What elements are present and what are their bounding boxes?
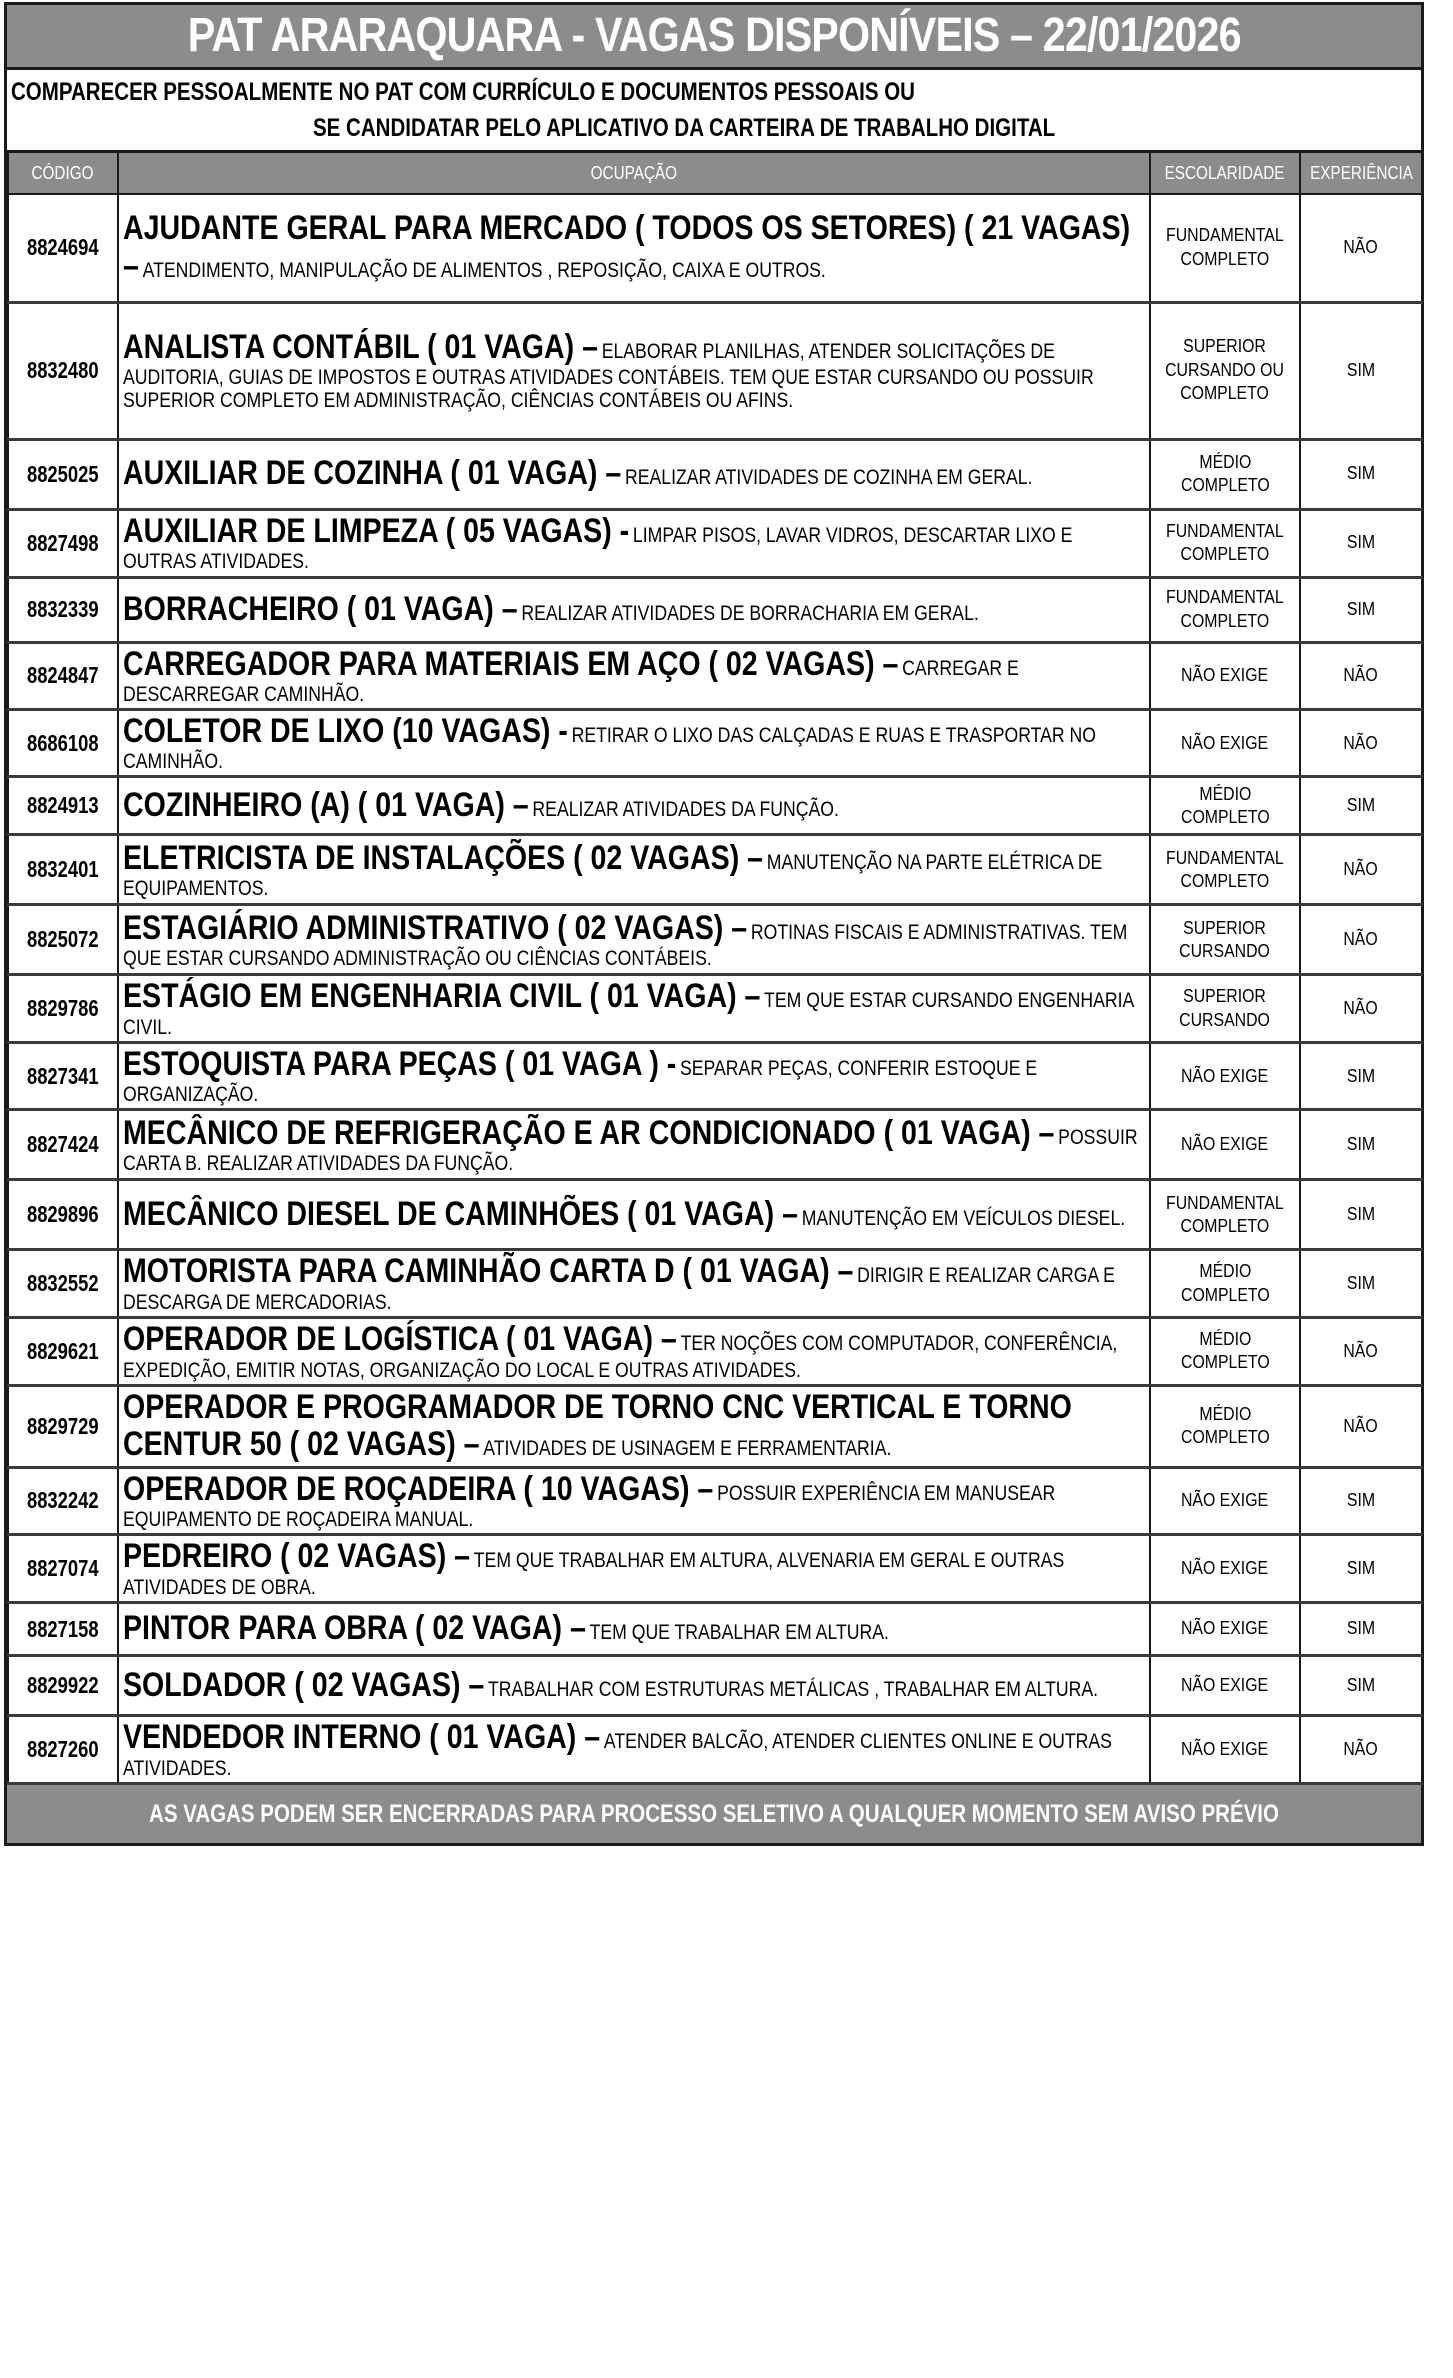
experience-cell bbox=[1300, 1716, 1422, 1784]
table-row bbox=[8, 194, 1422, 302]
job-code-cell bbox=[8, 1656, 118, 1716]
job-description: RETIRAR O LIXO DAS CALÇADAS E RUAS E TRASPORTAR NO CAMINHÃO. bbox=[123, 723, 1097, 774]
occupation-cell bbox=[118, 1603, 1150, 1656]
notice-line-2: SE CANDIDATAR PELO APLICATIVO DA CARTEIRA DE TRABALHO DIGITAL bbox=[313, 114, 1056, 142]
job-title: VENDEDOR INTERNO ( 01 VAGA) – bbox=[123, 1718, 601, 1757]
job-title: SOLDADOR ( 02 VAGAS) – bbox=[123, 1665, 485, 1704]
job-title: PEDREIRO ( 02 VAGAS) – bbox=[123, 1537, 471, 1576]
education-requirement: NÃO EXIGE bbox=[1181, 665, 1269, 686]
experience-requirement: NÃO bbox=[1343, 1738, 1379, 1759]
job-code: 8827341 bbox=[27, 1062, 99, 1089]
job-description: MANUTENÇÃO NA PARTE ELÉTRICA DE EQUIPAMENTOS. bbox=[123, 850, 1103, 901]
education-requirement: SUPERIOR CURSANDO OU COMPLETO bbox=[1165, 336, 1285, 404]
table-header-row bbox=[8, 153, 1422, 194]
table-row bbox=[8, 1317, 1422, 1385]
education-cell bbox=[1150, 1535, 1300, 1603]
occupation-cell bbox=[118, 1042, 1150, 1109]
occupation-text bbox=[123, 455, 1145, 492]
job-title: AUXILIAR DE COZINHA ( 01 VAGA) – bbox=[123, 454, 622, 493]
table-row bbox=[8, 1385, 1422, 1467]
occupation-text bbox=[123, 713, 1145, 773]
job-code-cell bbox=[8, 1467, 118, 1534]
occupation-cell bbox=[118, 194, 1150, 302]
education-requirement: FUNDAMENTAL COMPLETO bbox=[1166, 847, 1284, 891]
table-row bbox=[8, 1110, 1422, 1180]
job-description: TRABALHAR COM ESTRUTURAS METÁLICAS , TRABALHAR EM ALTURA. bbox=[488, 1677, 1099, 1701]
job-title: MECÂNICO DE REFRIGERAÇÃO E AR CONDICIONADO ( 01 VAGA) – bbox=[123, 1113, 1055, 1152]
occupation-cell bbox=[118, 975, 1150, 1042]
occupation-text bbox=[123, 1253, 1145, 1313]
experience-cell bbox=[1300, 509, 1422, 577]
occupation-cell bbox=[118, 835, 1150, 905]
job-code: 8827158 bbox=[27, 1615, 99, 1642]
experience-cell bbox=[1300, 642, 1422, 709]
table-row bbox=[8, 509, 1422, 577]
experience-cell bbox=[1300, 905, 1422, 975]
occupation-cell bbox=[118, 302, 1150, 439]
education-cell bbox=[1150, 835, 1300, 905]
job-description: REALIZAR ATIVIDADES DA FUNÇÃO. bbox=[532, 798, 839, 822]
job-title: MOTORISTA PARA CAMINHÃO CARTA D ( 01 VAGA) – bbox=[123, 1252, 854, 1291]
occupation-text bbox=[123, 1719, 1145, 1779]
experience-requirement: NÃO bbox=[1343, 732, 1379, 753]
job-code-cell bbox=[8, 1042, 118, 1109]
education-requirement: NÃO EXIGE bbox=[1181, 1618, 1269, 1639]
job-code-cell bbox=[8, 1250, 118, 1317]
education-cell bbox=[1150, 642, 1300, 709]
experience-requirement: SIM bbox=[1346, 359, 1376, 380]
occupation-cell bbox=[118, 642, 1150, 709]
job-code-cell bbox=[8, 975, 118, 1042]
job-description: ELABORAR PLANILHAS, ATENDER SOLICITAÇÕES DE AUDITORIA, GUIAS DE IMPOSTOS E OUTRAS ATIVIDADES CONTÁBEIS. TEM QUE ESTAR CURSANDO OU POSSUIR SUPERIOR COMPLETO EM ADMINISTRAÇÃO, CIÊNCIAS CONTÁBEIS OU AFINS. bbox=[123, 339, 1094, 413]
job-description: ATIVIDADES DE USINAGEM E FERRAMENTARIA. bbox=[483, 1437, 892, 1461]
education-requirement: SUPERIOR CURSANDO bbox=[1179, 986, 1271, 1030]
experience-requirement: NÃO bbox=[1343, 859, 1379, 880]
experience-requirement: SIM bbox=[1346, 795, 1376, 816]
education-requirement: MÉDIO COMPLETO bbox=[1180, 1403, 1270, 1448]
education-cell bbox=[1150, 1385, 1300, 1467]
education-cell bbox=[1150, 1250, 1300, 1317]
job-title: ANALISTA CONTÁBIL ( 01 VAGA) – bbox=[123, 327, 598, 366]
job-code-cell bbox=[8, 439, 118, 509]
job-code: 8827498 bbox=[27, 529, 99, 556]
job-code-cell bbox=[8, 709, 118, 776]
experience-requirement: SIM bbox=[1346, 1557, 1376, 1578]
education-cell bbox=[1150, 709, 1300, 776]
experience-cell bbox=[1300, 194, 1422, 302]
job-code-cell bbox=[8, 777, 118, 835]
job-description: TEM QUE TRABALHAR EM ALTURA. bbox=[589, 1621, 889, 1645]
table-row bbox=[8, 1656, 1422, 1716]
experience-cell bbox=[1300, 1535, 1422, 1603]
experience-cell bbox=[1300, 777, 1422, 835]
table-row bbox=[8, 835, 1422, 905]
occupation-text bbox=[123, 1538, 1145, 1598]
occupation-cell bbox=[118, 439, 1150, 509]
job-code-cell bbox=[8, 905, 118, 975]
education-cell bbox=[1150, 1603, 1300, 1656]
table-row bbox=[8, 905, 1422, 975]
occupation-text bbox=[123, 1610, 1145, 1647]
job-title: ELETRICISTA DE INSTALAÇÕES ( 02 VAGAS) – bbox=[123, 838, 764, 877]
table-row bbox=[8, 1535, 1422, 1603]
occupation-text bbox=[123, 1389, 1145, 1464]
job-code: 8829621 bbox=[27, 1337, 99, 1364]
occupation-text bbox=[123, 1667, 1145, 1704]
experience-cell bbox=[1300, 1180, 1422, 1250]
job-description: ATENDER BALCÃO, ATENDER CLIENTES ONLINE E OUTRAS ATIVIDADES. bbox=[123, 1730, 1112, 1780]
column-header-education bbox=[1150, 153, 1300, 194]
occupation-text bbox=[123, 329, 1145, 413]
occupation-cell bbox=[118, 509, 1150, 577]
job-code-cell bbox=[8, 1716, 118, 1784]
vacancies-table bbox=[7, 153, 1423, 1785]
job-code: 8832552 bbox=[27, 1270, 99, 1297]
occupation-cell bbox=[118, 709, 1150, 776]
experience-cell bbox=[1300, 302, 1422, 439]
job-title: ESTÁGIO EM ENGENHARIA CIVIL ( 01 VAGA) – bbox=[123, 977, 761, 1016]
occupation-text bbox=[123, 1471, 1145, 1531]
education-requirement: NÃO EXIGE bbox=[1181, 1674, 1269, 1695]
job-description: REALIZAR ATIVIDADES DE BORRACHARIA EM GERAL. bbox=[521, 601, 979, 625]
job-code: 8829729 bbox=[27, 1412, 99, 1439]
column-header-code-label: CÓDIGO bbox=[31, 162, 95, 183]
job-title: ESTAGIÁRIO ADMINISTRATIVO ( 02 VAGAS) – bbox=[123, 908, 748, 947]
column-header-code bbox=[8, 153, 118, 194]
education-cell bbox=[1150, 439, 1300, 509]
experience-requirement: NÃO bbox=[1343, 1340, 1379, 1361]
education-requirement: NÃO EXIGE bbox=[1181, 1738, 1269, 1759]
occupation-cell bbox=[118, 1385, 1150, 1467]
experience-cell bbox=[1300, 1656, 1422, 1716]
table-row bbox=[8, 777, 1422, 835]
education-requirement: FUNDAMENTAL COMPLETO bbox=[1166, 587, 1284, 631]
job-description: CARREGAR E DESCARREGAR CAMINHÃO. bbox=[123, 656, 1019, 706]
job-code: 8686108 bbox=[27, 729, 99, 756]
job-code: 8832339 bbox=[27, 596, 99, 622]
occupation-cell bbox=[118, 1317, 1150, 1385]
footer-warning bbox=[7, 1785, 1421, 1843]
job-code: 8827260 bbox=[27, 1736, 99, 1763]
occupation-cell bbox=[118, 1716, 1150, 1784]
occupation-text bbox=[123, 591, 1145, 628]
experience-requirement: NÃO bbox=[1343, 237, 1379, 258]
table-row bbox=[8, 1716, 1422, 1784]
occupation-text bbox=[123, 1321, 1145, 1381]
experience-cell bbox=[1300, 1467, 1422, 1534]
occupation-text bbox=[123, 210, 1145, 285]
column-header-education-label: ESCOLARIDADE bbox=[1165, 162, 1285, 183]
occupation-text bbox=[123, 787, 1145, 824]
occupation-text bbox=[123, 513, 1145, 573]
experience-cell bbox=[1300, 1042, 1422, 1109]
education-cell bbox=[1150, 577, 1300, 642]
instructions-notice bbox=[7, 70, 1421, 153]
job-description: ROTINAS FISCAIS E ADMINISTRATIVAS. TEM QUE ESTAR CURSANDO ADMINISTRAÇÃO OU CIÊNCIAS CONTÁBEIS. bbox=[123, 920, 1128, 971]
job-title: AUXILIAR DE LIMPEZA ( 05 VAGAS) - bbox=[123, 511, 630, 550]
experience-cell bbox=[1300, 1317, 1422, 1385]
notice-line-1: COMPARECER PESSOALMENTE NO PAT COM CURRÍCULO E DOCUMENTOS PESSOAIS OU bbox=[11, 78, 915, 106]
table-body bbox=[8, 194, 1422, 1784]
job-code-cell bbox=[8, 509, 118, 577]
experience-requirement: SIM bbox=[1346, 1204, 1376, 1225]
page-title bbox=[7, 5, 1421, 70]
education-cell bbox=[1150, 194, 1300, 302]
job-code-cell bbox=[8, 1180, 118, 1250]
table-row bbox=[8, 1467, 1422, 1534]
experience-cell bbox=[1300, 577, 1422, 642]
occupation-text bbox=[123, 910, 1145, 970]
job-title: OPERADOR DE ROÇADEIRA ( 10 VAGAS) – bbox=[123, 1469, 714, 1508]
job-code: 8832480 bbox=[27, 357, 99, 383]
education-cell bbox=[1150, 975, 1300, 1042]
job-code: 8827074 bbox=[27, 1555, 99, 1582]
experience-requirement: SIM bbox=[1346, 1065, 1376, 1086]
job-title: COZINHEIRO (A) ( 01 VAGA) – bbox=[123, 786, 529, 825]
occupation-cell bbox=[118, 777, 1150, 835]
education-requirement: SUPERIOR CURSANDO bbox=[1179, 917, 1271, 961]
education-requirement: MÉDIO COMPLETO bbox=[1180, 783, 1270, 827]
education-requirement: FUNDAMENTAL COMPLETO bbox=[1166, 1192, 1284, 1236]
occupation-text bbox=[123, 1196, 1145, 1233]
job-code: 8825072 bbox=[27, 926, 99, 953]
job-code-cell bbox=[8, 835, 118, 905]
experience-requirement: SIM bbox=[1346, 1618, 1376, 1639]
experience-requirement: SIM bbox=[1346, 1134, 1376, 1155]
experience-requirement: SIM bbox=[1346, 1272, 1376, 1293]
table-row bbox=[8, 642, 1422, 709]
job-title: ESTOQUISTA PARA PEÇAS ( 01 VAGA ) - bbox=[123, 1044, 677, 1083]
experience-requirement: SIM bbox=[1346, 1674, 1376, 1695]
job-code-cell bbox=[8, 642, 118, 709]
job-title: PINTOR PARA OBRA ( 02 VAGA) – bbox=[123, 1609, 586, 1648]
occupation-cell bbox=[118, 905, 1150, 975]
occupation-cell bbox=[118, 1110, 1150, 1180]
job-code-cell bbox=[8, 1603, 118, 1656]
experience-requirement: NÃO bbox=[1343, 1415, 1379, 1436]
table-row bbox=[8, 709, 1422, 776]
job-title: OPERADOR E PROGRAMADOR DE TORNO CNC VERTICAL E TORNO CENTUR 50 ( 02 VAGAS) – bbox=[123, 1387, 1072, 1464]
occupation-cell bbox=[118, 1250, 1150, 1317]
job-code-cell bbox=[8, 1385, 118, 1467]
job-code: 8824694 bbox=[27, 234, 99, 261]
education-requirement: NÃO EXIGE bbox=[1181, 1134, 1269, 1155]
experience-requirement: SIM bbox=[1346, 463, 1376, 484]
education-cell bbox=[1150, 1180, 1300, 1250]
education-requirement: NÃO EXIGE bbox=[1181, 732, 1269, 753]
occupation-text bbox=[123, 978, 1145, 1038]
job-description: LIMPAR PISOS, LAVAR VIDROS, DESCARTAR LIXO E OUTRAS ATIVIDADES. bbox=[123, 523, 1073, 574]
education-requirement: MÉDIO COMPLETO bbox=[1180, 1329, 1270, 1373]
occupation-cell bbox=[118, 1180, 1150, 1250]
occupation-text bbox=[123, 840, 1145, 900]
table-row bbox=[8, 439, 1422, 509]
job-description: REALIZAR ATIVIDADES DE COZINHA EM GERAL. bbox=[625, 466, 1033, 490]
job-title: MECÂNICO DIESEL DE CAMINHÕES ( 01 VAGA) – bbox=[123, 1195, 798, 1234]
experience-cell bbox=[1300, 1110, 1422, 1180]
education-cell bbox=[1150, 302, 1300, 439]
job-code-cell bbox=[8, 1317, 118, 1385]
table-row bbox=[8, 302, 1422, 439]
job-listing-sheet bbox=[4, 2, 1424, 1846]
occupation-cell bbox=[118, 577, 1150, 642]
experience-requirement: SIM bbox=[1346, 598, 1376, 619]
column-header-occupation-label: OCUPAÇÃO bbox=[590, 162, 678, 183]
occupation-text bbox=[123, 1115, 1145, 1175]
experience-requirement: SIM bbox=[1346, 1490, 1376, 1511]
experience-cell bbox=[1300, 835, 1422, 905]
education-requirement: MÉDIO COMPLETO bbox=[1180, 1261, 1270, 1305]
table-row bbox=[8, 1250, 1422, 1317]
education-cell bbox=[1150, 1317, 1300, 1385]
education-cell bbox=[1150, 1467, 1300, 1534]
table-row bbox=[8, 975, 1422, 1042]
job-code: 8827424 bbox=[27, 1131, 99, 1158]
education-requirement: NÃO EXIGE bbox=[1181, 1490, 1269, 1511]
job-description: POSSUIR CARTA B. REALIZAR ATIVIDADES DA FUNÇÃO. bbox=[123, 1125, 1138, 1176]
job-description: TEM QUE TRABALHAR EM ALTURA, ALVENARIA EM GERAL E OUTRAS ATIVIDADES DE OBRA. bbox=[123, 1549, 1065, 1599]
job-code: 8829922 bbox=[27, 1672, 99, 1699]
footer-warning-text: AS VAGAS PODEM SER ENCERRADAS PARA PROCESSO SELETIVO A QUALQUER MOMENTO SEM AVISO PRÉVIO bbox=[149, 1800, 1279, 1829]
column-header-experience-label: EXPERIÊNCIA bbox=[1310, 162, 1413, 183]
job-description: SEPARAR PEÇAS, CONFERIR ESTOQUE E ORGANIZAÇÃO. bbox=[123, 1056, 1038, 1107]
job-code-cell bbox=[8, 194, 118, 302]
experience-requirement: NÃO bbox=[1343, 665, 1379, 686]
job-description: POSSUIR EXPERIÊNCIA EM MANUSEAR EQUIPAMENTO DE ROÇADEIRA MANUAL. bbox=[123, 1481, 1056, 1532]
column-header-experience bbox=[1300, 153, 1422, 194]
job-code-cell bbox=[8, 577, 118, 642]
job-description: MANUTENÇÃO EM VEÍCULOS DIESEL. bbox=[801, 1207, 1126, 1231]
job-title: OPERADOR DE LOGÍSTICA ( 01 VAGA) – bbox=[123, 1320, 677, 1359]
education-cell bbox=[1150, 509, 1300, 577]
education-cell bbox=[1150, 777, 1300, 835]
education-cell bbox=[1150, 1042, 1300, 1109]
job-description: ATENDIMENTO, MANIPULAÇÃO DE ALIMENTOS , REPOSIÇÃO, CAIXA E OUTROS. bbox=[142, 258, 826, 282]
experience-cell bbox=[1300, 975, 1422, 1042]
occupation-cell bbox=[118, 1535, 1150, 1603]
page-title-text: PAT ARARAQUARA - VAGAS DISPONÍVEIS – 22/01/2026 bbox=[187, 9, 1241, 62]
job-code-cell bbox=[8, 302, 118, 439]
experience-cell bbox=[1300, 1603, 1422, 1656]
table-row bbox=[8, 1603, 1422, 1656]
education-cell bbox=[1150, 1656, 1300, 1716]
experience-cell bbox=[1300, 1250, 1422, 1317]
experience-requirement: NÃO bbox=[1343, 998, 1379, 1019]
job-title: COLETOR DE LIXO (10 VAGAS) - bbox=[123, 711, 568, 750]
education-requirement: FUNDAMENTAL COMPLETO bbox=[1166, 225, 1284, 269]
job-code: 8832242 bbox=[27, 1487, 99, 1514]
job-title: CARREGADOR PARA MATERIAIS EM AÇO ( 02 VAGAS) – bbox=[123, 644, 899, 683]
job-code: 8832401 bbox=[27, 856, 99, 883]
experience-requirement: SIM bbox=[1346, 532, 1376, 553]
education-cell bbox=[1150, 1110, 1300, 1180]
job-title: BORRACHEIRO ( 01 VAGA) – bbox=[123, 589, 518, 628]
experience-cell bbox=[1300, 1385, 1422, 1467]
job-description: TEM QUE ESTAR CURSANDO ENGENHARIA CIVIL. bbox=[123, 989, 1134, 1039]
experience-requirement: NÃO bbox=[1343, 929, 1379, 950]
column-header-occupation bbox=[118, 153, 1150, 194]
job-code: 8824913 bbox=[27, 792, 99, 819]
job-title: AJUDANTE GERAL PARA MERCADO ( TODOS OS SETORES) ( 21 VAGAS) – bbox=[123, 209, 1131, 285]
education-cell bbox=[1150, 905, 1300, 975]
occupation-cell bbox=[118, 1656, 1150, 1716]
education-cell bbox=[1150, 1716, 1300, 1784]
education-requirement: NÃO EXIGE bbox=[1181, 1065, 1269, 1086]
job-code: 8824847 bbox=[27, 662, 99, 689]
education-requirement: NÃO EXIGE bbox=[1181, 1557, 1269, 1578]
education-requirement: MÉDIO COMPLETO bbox=[1180, 451, 1270, 495]
job-code: 8825025 bbox=[27, 460, 99, 487]
job-code: 8829896 bbox=[27, 1201, 99, 1228]
education-requirement: FUNDAMENTAL COMPLETO bbox=[1166, 520, 1284, 564]
experience-cell bbox=[1300, 439, 1422, 509]
occupation-cell bbox=[118, 1467, 1150, 1534]
job-code-cell bbox=[8, 1110, 118, 1180]
table-row bbox=[8, 1042, 1422, 1109]
occupation-text bbox=[123, 1046, 1145, 1106]
experience-cell bbox=[1300, 709, 1422, 776]
table-row bbox=[8, 577, 1422, 642]
job-description: DIRIGIR E REALIZAR CARGA E DESCARGA DE MERCADORIAS. bbox=[123, 1264, 1115, 1314]
job-code-cell bbox=[8, 1535, 118, 1603]
table-row bbox=[8, 1180, 1422, 1250]
occupation-text bbox=[123, 646, 1145, 706]
job-code: 8829786 bbox=[27, 995, 99, 1022]
job-description: TER NOÇÕES COM COMPUTADOR, CONFERÊNCIA, EXPEDIÇÃO, EMITIR NOTAS, ORGANIZAÇÃO DO LOCAL E OUTRAS ATIVIDADES. bbox=[123, 1332, 1118, 1382]
